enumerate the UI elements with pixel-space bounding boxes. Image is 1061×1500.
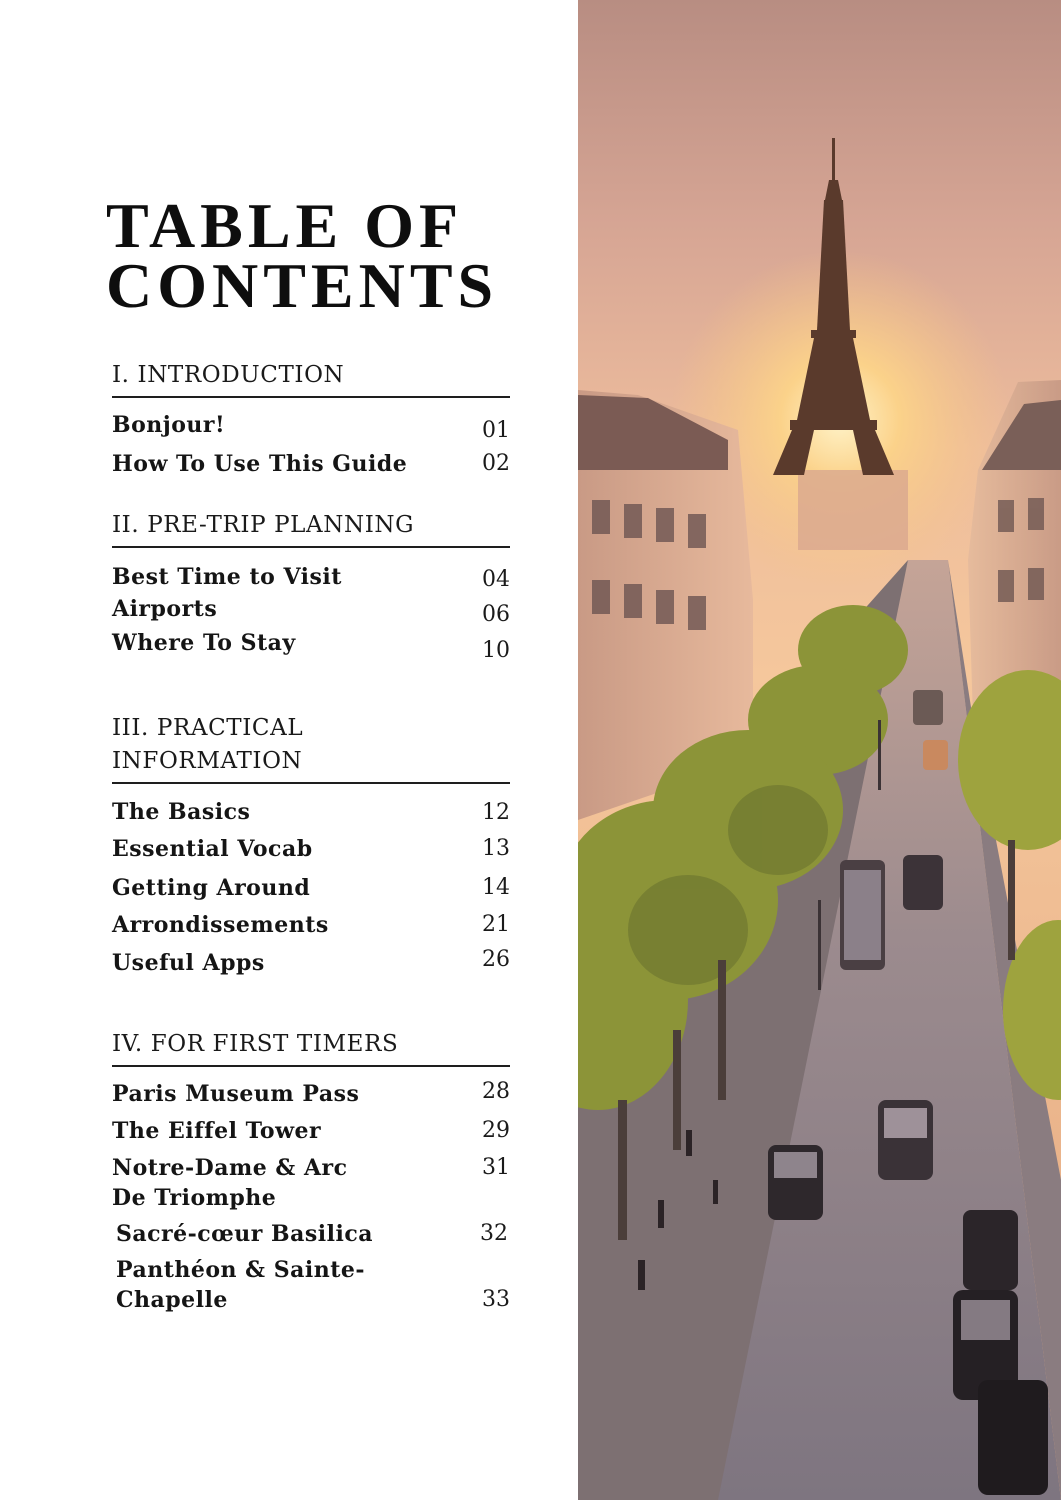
toc-entry-the-basics[interactable] bbox=[112, 797, 510, 827]
section-heading-practical-information bbox=[112, 712, 510, 784]
toc-entry-sacre-coeur[interactable] bbox=[116, 1219, 508, 1249]
paris-street-photo bbox=[578, 0, 1061, 1500]
toc-entry-label: How To Use This Guide bbox=[112, 451, 408, 477]
toc-entry-museum-pass[interactable] bbox=[112, 1079, 510, 1109]
toc-page-number: 10 bbox=[482, 638, 510, 663]
toc-entry-label: Sacré-cœur Basilica bbox=[116, 1221, 373, 1247]
toc-entry-label: Useful Apps bbox=[112, 950, 265, 976]
toc-page-number: 21 bbox=[482, 912, 510, 937]
toc-page-number: 29 bbox=[482, 1118, 510, 1143]
section-heading-introduction: I. INTRODUCTION bbox=[112, 359, 510, 398]
toc-page-number: 31 bbox=[482, 1155, 510, 1180]
toc-page-number: 32 bbox=[480, 1221, 508, 1246]
toc-entry-label: Where To Stay bbox=[112, 630, 296, 656]
toc-entry-label: The Basics bbox=[112, 799, 251, 825]
toc-page-number: 06 bbox=[482, 602, 510, 627]
title-line-2: CONTENTS bbox=[106, 250, 499, 321]
toc-entry-label: Paris Museum Pass bbox=[112, 1081, 360, 1107]
title-line-1: TABLE OF bbox=[106, 190, 464, 261]
page-title bbox=[106, 190, 499, 321]
toc-entry-label: Best Time to Visit bbox=[112, 564, 342, 590]
toc-page-number: 26 bbox=[482, 947, 510, 972]
toc-entry-label: Notre-Dame & Arc De Triomphe bbox=[112, 1155, 348, 1211]
toc-entry-label: Airports bbox=[112, 596, 218, 622]
toc-entry-best-time[interactable] bbox=[112, 562, 510, 592]
toc-page-number: 01 bbox=[482, 418, 510, 443]
toc-entry-label: Getting Around bbox=[112, 875, 311, 901]
toc-entry-useful-apps[interactable] bbox=[112, 948, 510, 978]
toc-entry-label: Essential Vocab bbox=[112, 836, 313, 862]
toc-entry-label: Panthéon & Sainte-Chapelle bbox=[116, 1257, 365, 1313]
toc-entry-notre-dame[interactable] bbox=[112, 1153, 510, 1213]
toc-entry-arrondissements[interactable] bbox=[112, 910, 510, 940]
paris-sunset-illustration bbox=[578, 0, 1061, 1500]
toc-entry-label: The Eiffel Tower bbox=[112, 1118, 322, 1144]
section-heading-for-first-timers: IV. FOR FIRST TIMERS bbox=[112, 1028, 510, 1067]
section-heading-pre-trip-planning: II. PRE-TRIP PLANNING bbox=[112, 509, 510, 548]
toc-page-number: 04 bbox=[482, 567, 510, 592]
section-heading-text: III. PRACTICAL INFORMATION bbox=[112, 715, 304, 774]
toc-entry-airports[interactable] bbox=[112, 594, 510, 627]
toc-entry-how-to-use[interactable] bbox=[112, 449, 510, 479]
toc-entry-essential-vocab[interactable] bbox=[112, 834, 510, 864]
toc-page-number: 14 bbox=[482, 875, 510, 900]
toc-entry-label: Bonjour! bbox=[112, 412, 226, 438]
toc-entry-bonjour[interactable] bbox=[112, 410, 510, 443]
toc-page-number: 33 bbox=[482, 1287, 510, 1312]
toc-entry-pantheon[interactable] bbox=[116, 1255, 510, 1315]
toc-page-number: 13 bbox=[482, 836, 510, 861]
toc-page-number: 12 bbox=[482, 800, 510, 825]
toc-entry-eiffel-tower[interactable] bbox=[112, 1116, 510, 1146]
toc-entry-where-to-stay[interactable] bbox=[112, 628, 510, 663]
toc-entry-label: Arrondissements bbox=[112, 912, 329, 938]
toc-page-number: 28 bbox=[482, 1079, 510, 1104]
toc-page-number: 02 bbox=[482, 451, 510, 476]
toc-entry-getting-around[interactable] bbox=[112, 873, 510, 903]
